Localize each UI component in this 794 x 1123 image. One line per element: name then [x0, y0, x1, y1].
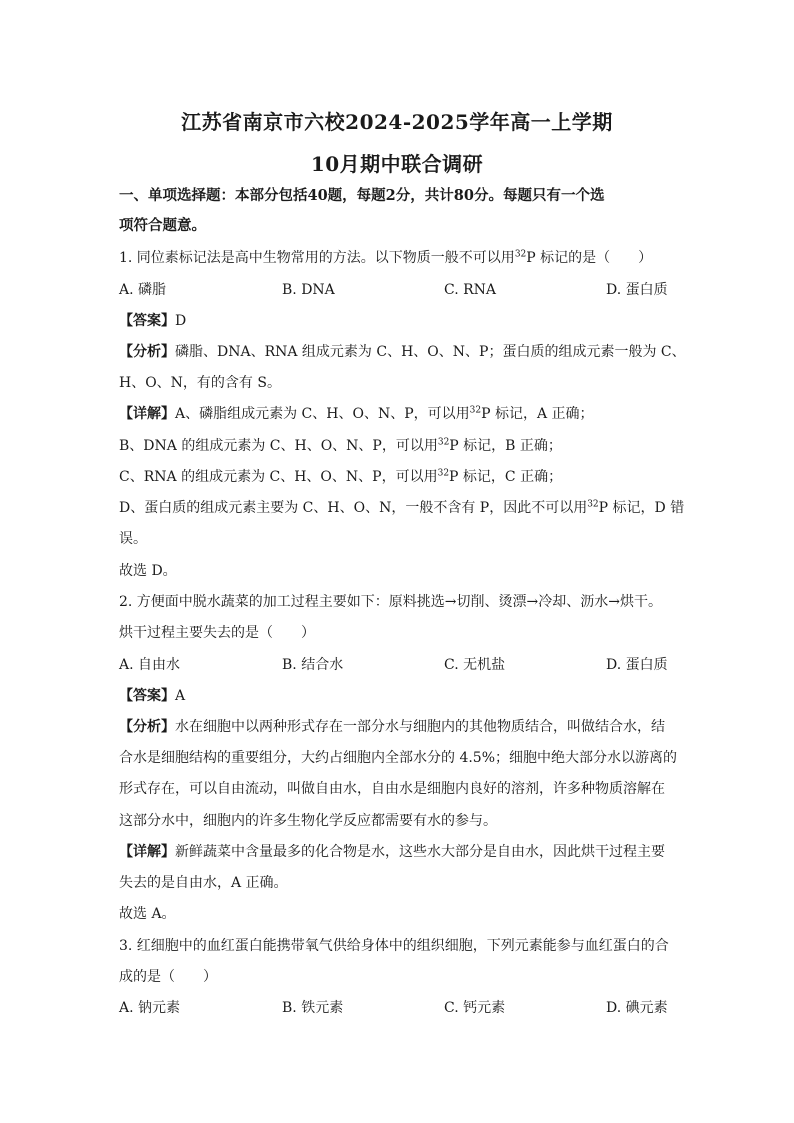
- q2-stem-line-2: 烘干过程主要失去的是（ ）: [119, 625, 315, 641]
- q2-option-b: B. 结合水: [282, 657, 344, 673]
- q2-detail-line-1: 【详解】新鲜蔬菜中含量最多的化合物是水，这些水大部分是自由水，因此烘干过程主要: [119, 844, 665, 860]
- q3-stem-line-1: 3. 红细胞中的血红蛋白能携带氧气供给身体中的组织细胞，下列元素能参与血红蛋白的合: [119, 938, 669, 954]
- q1-option-a: A. 磷脂: [119, 282, 167, 298]
- q1-detail-d-continued: 误。: [119, 531, 147, 547]
- q2-answer: 【答案】A: [119, 688, 186, 704]
- q2-analysis-line-4: 这部分水中，细胞内的许多生物化学反应都需要有水的参与。: [119, 813, 497, 829]
- q2-analysis-line-1: 【分析】水在细胞中以两种形式存在一部分水与细胞内的其他物质结合，叫做结合水，结: [119, 719, 665, 735]
- q1-stem: 1. 同位素标记法是高中生物常用的方法。以下物质一般不可以用$^{32}$P 标记的是（ ）: [119, 249, 653, 266]
- q2-option-c: C. 无机盐: [444, 657, 506, 673]
- q3-stem-line-2: 成的是（ ）: [119, 969, 217, 985]
- q2-stem-line-1: 2. 方便面中脱水蔬菜的加工过程主要如下：原料挑选→切削、烫漂→冷却、沥水→烘干。: [119, 594, 662, 610]
- q2-option-d: D. 蛋白质: [606, 657, 668, 673]
- q2-conclusion: 故选 A。: [119, 906, 176, 922]
- q1-detail-b: B、DNA 的组成元素为 C、H、O、N、P，可以用$^{32}$P 标记，B 正确；: [119, 437, 562, 454]
- q1-conclusion: 故选 D。: [119, 563, 177, 579]
- q1-option-b: B. DNA: [282, 282, 335, 298]
- document-title-line-1: 江苏省南京市六校2024-2025学年高一上学期: [181, 110, 613, 134]
- q3-option-a: A. 钠元素: [119, 1000, 181, 1016]
- q2-analysis-line-2: 合水是细胞结构的重要组分，大约占细胞内全部水分的 4.5%；细胞中绝大部分水以游离的: [119, 750, 678, 766]
- q1-detail-c: C、RNA 的组成元素为 C、H、O、N、P，可以用$^{32}$P 标记，C 正确；: [119, 468, 563, 485]
- q2-detail-line-2: 失去的是自由水，A 正确。: [119, 875, 288, 891]
- q3-option-b: B. 铁元素: [282, 1000, 344, 1016]
- section-heading-line-2: 项符合题意。: [119, 217, 206, 234]
- q1-answer: 【答案】D: [119, 313, 187, 329]
- document-title-line-2: 10月期中联合调研: [310, 152, 484, 176]
- q1-detail-a: 【详解】A、磷脂组成元素为 C、H、O、N、P，可以用$^{32}$P 标记，A 正确；: [119, 405, 594, 422]
- section-heading-line-1: 一、单项选择题：本部分包括40题，每题2分，共计80分。每题只有一个选: [119, 187, 605, 204]
- q1-analysis-line-1: 【分析】磷脂、DNA、RNA 组成元素为 C、H、O、N、P；蛋白质的组成元素一般为 C、: [119, 344, 686, 360]
- q1-analysis-line-2: H、O、N，有的含有 S。: [119, 375, 281, 391]
- q1-option-c: C. RNA: [444, 282, 497, 298]
- q3-option-d: D. 碘元素: [606, 1000, 668, 1016]
- q2-option-a: A. 自由水: [119, 657, 181, 673]
- q1-detail-d: D、蛋白质的组成元素主要为 C、H、O、N，一般不含有 P，因此不可以用$^{32}$P 标记，D 错: [119, 499, 685, 516]
- q2-analysis-line-3: 形式存在，可以自由流动，叫做自由水，自由水是细胞内良好的溶剂，许多种物质溶解在: [119, 781, 665, 797]
- q1-option-d: D. 蛋白质: [606, 282, 668, 298]
- q3-option-c: C. 钙元素: [444, 1000, 506, 1016]
